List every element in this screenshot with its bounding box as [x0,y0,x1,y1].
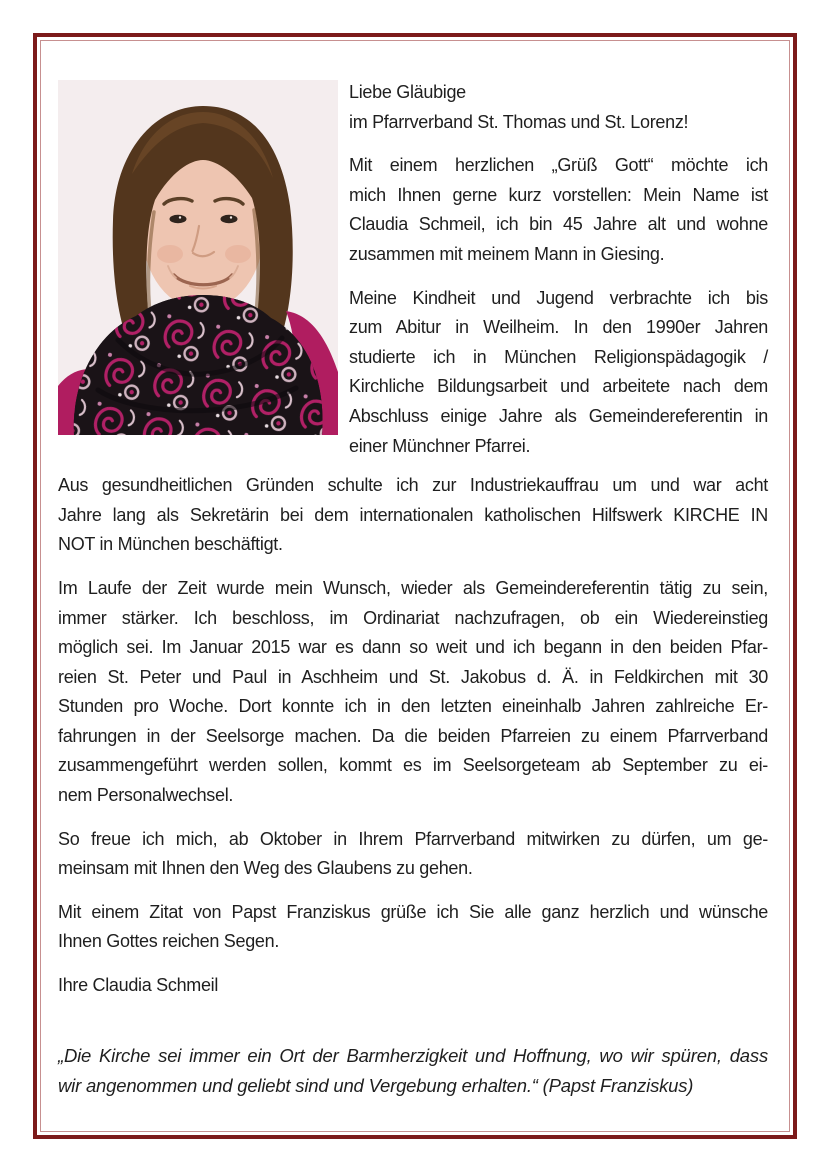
text-line: einer Münchner Pfarrei. [349,435,531,456]
text-line: So freue ich mich, ab Oktober in Ihrem Pfarrverband mitwirken zu dürfen, um ge- [58,828,768,849]
text-line: studierte ich in München Religionspädagogik / [349,346,768,367]
greeting [349,78,768,137]
text-line: meinsam mit Ihnen den Weg des Glaubens zu gehen. [58,858,473,879]
text-line: zusammen mit meinem Mann in Giesing. [349,243,665,264]
text-line: Meine Kindheit und Jugend verbrachte ich bis [349,287,768,308]
text-line: zusammengeführt werden sollen, kommt es im Seelsorgeteam ab September zu ei- [58,755,768,776]
text-line: Aus gesundheitlichen Gründen schulte ich zur Industriekauffrau um und war acht [58,475,768,496]
text-line: im Pfarrverband St. Thomas und St. Lorenz! [349,111,689,132]
text-line: Ihnen Gottes reichen Segen. [58,931,280,952]
body-section [58,471,768,1001]
page-content [58,78,768,1101]
body-paragraph-4 [58,898,768,957]
text-line: Mit einem herzlichen „Grüß Gott“ möchte ich [349,155,768,176]
text-line: wir angenommen und geliebt sind und Vergebung erhalten.“ (Papst Franziskus) [58,1074,694,1096]
text-line: Im Laufe der Zeit wurde mein Wunsch, wieder als Gemeindereferentin tätig zu sein, [58,577,768,598]
text-line: nem Personalwechsel. [58,785,234,806]
body-paragraph-2 [58,574,768,811]
body-paragraph-3 [58,825,768,884]
text-line: reien St. Peter und Paul in Aschheim und St. Jakobus d. Ä. in Feldkirchen mit 30 [58,666,768,687]
text-line: Abschluss einige Jahre als Gemeindereferentin in [349,405,768,426]
top-section [58,78,768,461]
text-line: Jahre lang als Sekretärin bei dem internationalen katholischen Hilfswerk KIRCHE IN [58,504,768,525]
portrait-photo [58,80,338,435]
pope-quote [58,1041,768,1101]
text-line: Ihre Claudia Schmeil [58,975,219,996]
signature [58,971,768,1001]
intro-column [349,78,768,461]
text-line: fahrungen in der Seelsorge machen. Da die beiden Pfarreien zu einem Pfarrverband [58,725,768,746]
text-line: immer stärker. Ich beschloss, im Ordinariat nachzufragen, ob ein Wiedereinstieg [58,607,768,628]
text-line: mich Ihnen gerne kurz vorstellen: Mein Name ist [349,184,768,205]
text-line: zum Abitur in Weilheim. In den 1990er Jahren [349,317,768,338]
text-line: „Die Kirche sei immer ein Ort der Barmherzigkeit und Hoffnung, wo wir spüren, dass [58,1044,768,1066]
text-line: Kirchliche Bildungsarbeit und arbeitete nach dem [349,376,768,397]
text-line: Stunden pro Woche. Dort konnte ich in den letzten eineinhalb Jahren zahlreiche Er- [58,696,768,717]
portrait-photo-illustration [58,80,338,435]
text-line: möglich sei. Im Januar 2015 war es dann so weit und ich begann in den beiden Pfar- [58,637,768,658]
intro-paragraph-1 [349,151,768,269]
intro-paragraph-2 [349,284,768,462]
body-paragraph-1 [58,471,768,560]
text-line: NOT in München beschäftigt. [58,534,283,555]
text-line: Liebe Gläubige [349,82,466,102]
text-line: Mit einem Zitat von Papst Franziskus grüße ich Sie alle ganz herzlich und wünsche [58,901,768,922]
text-line: Claudia Schmeil, ich bin 45 Jahre alt und wohne [349,214,768,235]
